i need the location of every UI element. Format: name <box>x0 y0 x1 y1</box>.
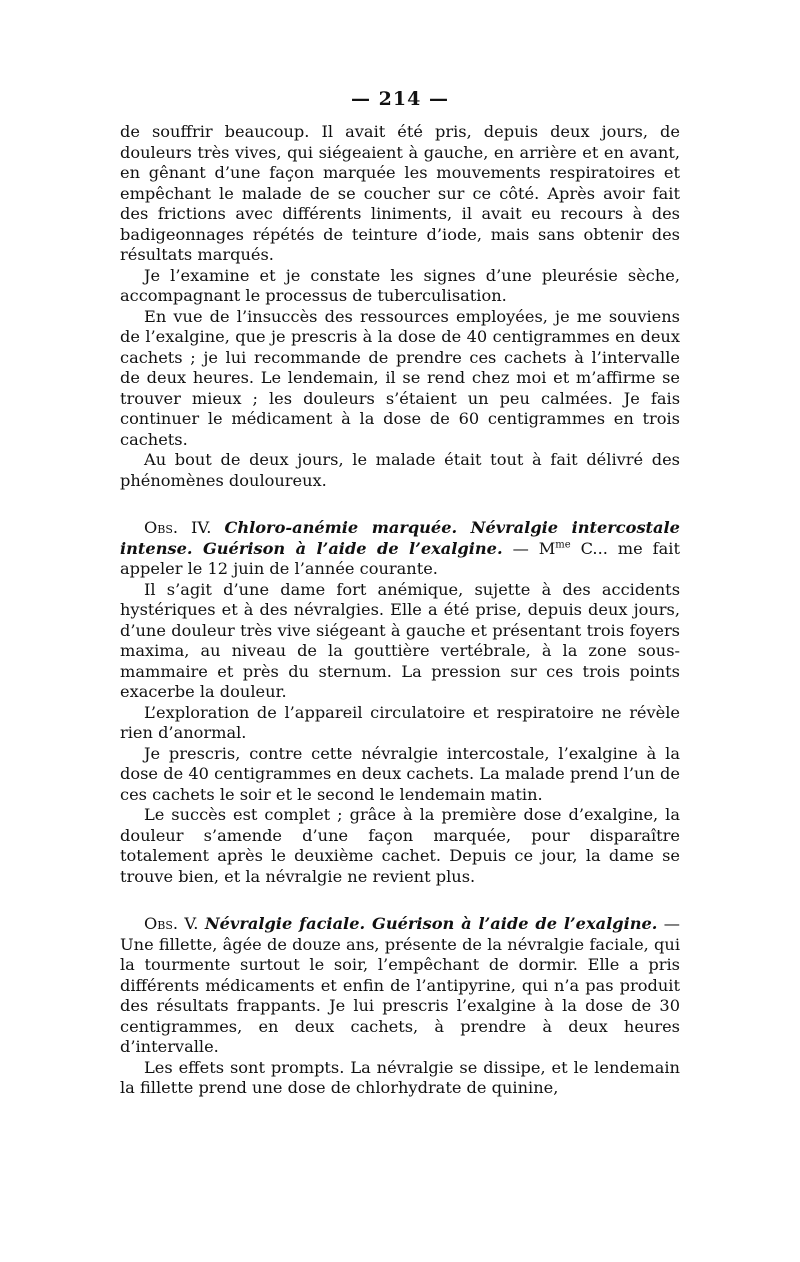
observation-intro: C... me fait appeler le 12 juin de l’année courante. <box>120 538 680 578</box>
paragraph: En vue de l’insuccès des ressources employées, je me souviens de l’exalgine, que je prescris à la dose de 40 centigrammes en deux cachets ; je lui recommande de prendre ces cachets à l’intervalle de deux heures. Le lendemain, il se rend chez moi et m’affirme se trouver mieux ; les douleurs s’étaient un peu calmées. Je fais continuer le médicament à la dose de 60 centigrammes en trois cachets. <box>120 306 680 449</box>
paragraph: L’exploration de l’appareil circulatoire et respiratoire ne révèle rien d’anormal. <box>120 702 680 742</box>
observation-intro: — Une fillette, âgée de douze ans, présente de la névralgie faciale, qui la tourmente surtout le soir, l’empêchant de dormir. Elle a pris différents médicaments et enfin de l’antipyrine, qui n’a pas produit des résultats frappants. Je lui prescris l’exalgine à la dose de 30 centigrammes, en deux cachets, à prendre à deux heures d’intervalle. <box>120 914 680 1056</box>
observation-heading <box>120 518 680 580</box>
paragraph: de souffrir beaucoup. Il avait été pris, depuis deux jours, de douleurs très vives, qui siégeaient à gauche, en arrière et en avant, en gênant d’une façon marquée les mouvements respiratoires et empêchant le malade de se coucher sur ce côté. Après avoir fait des frictions avec différents liniments, il avait eu recours à des badigeonnages répétés de teinture d’iode, mais sans obtenir des résultats marqués. <box>120 122 680 264</box>
observation-title: Chloro-anémie marquée. Névralgie intercostale intense. Guérison à l’aide de l’exalgine. <box>120 518 680 558</box>
paragraph: Les effets sont prompts. La névralgie se dissipe, et le lendemain la fillette prend une dose de chlorhydrate de quinine, <box>120 1057 680 1097</box>
book-page <box>120 88 680 1099</box>
page-number: 214 <box>378 88 422 110</box>
section-spacer <box>120 887 680 914</box>
section-spacer <box>120 491 680 518</box>
title-superscript: me <box>555 539 571 551</box>
observation-title: Névralgie faciale. Guérison à l’aide de l’exalgine. <box>204 914 658 933</box>
paragraph: Je prescris, contre cette névralgie intercostale, l’exalgine à la dose de 40 centigrammes en deux cachets. La malade prend l’un de ces cachets le soir et le second le lendemain matin. <box>120 743 680 804</box>
page-header: — 214 — <box>351 88 449 110</box>
paragraph: Le succès est complet ; grâce à la première dose d’exalgine, la douleur s’amende d’une façon marquée, pour disparaître totalement après le deuxième cachet. Depuis ce jour, la dame se trouve bien, et la névralgie ne revient plus. <box>120 805 680 886</box>
observation-title-tail: — M <box>512 538 556 558</box>
paragraph: Il s’agit d’une dame fort anémique, sujette à des accidents hystériques et à des névralgies. Elle a été prise, depuis deux jours, d’une douleur très vive siégeant à gauche et présentant trois foyers maxima, au niveau de la gouttière vertébrale, à la zone sous-mammaire et près du sternum. La pression sur ces trois points exacerbe la douleur. <box>120 579 680 701</box>
paragraph: Je l’examine et je constate les signes d’une pleurésie sèche, accompagnant le processus de tuberculisation. <box>120 265 680 305</box>
observation-label: Obs. V. <box>144 914 199 933</box>
observation-heading <box>120 914 680 1058</box>
paragraph: Au bout de deux jours, le malade était tout à fait délivré des phénomènes douloureux. <box>120 450 680 490</box>
observation-label: Obs. IV. <box>144 518 212 537</box>
